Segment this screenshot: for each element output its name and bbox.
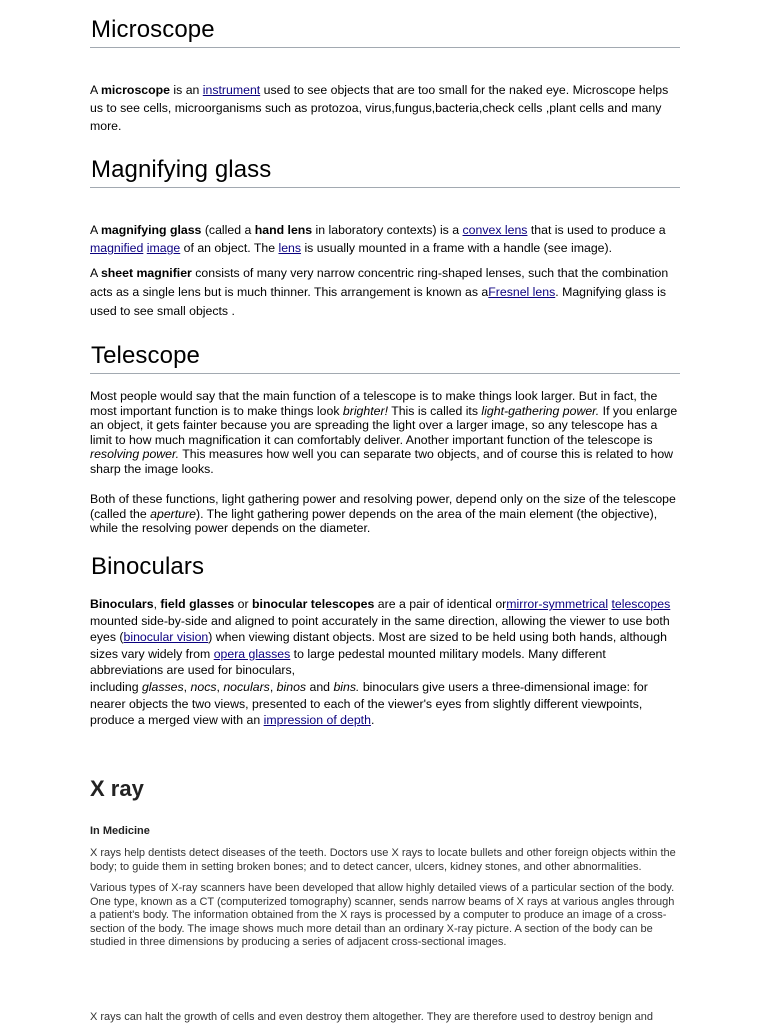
- bold-term: sheet magnifier: [100, 266, 192, 280]
- link-binocular-vision[interactable]: binocular vision: [123, 630, 209, 645]
- italic-term: light-gathering power.: [481, 403, 600, 418]
- paragraph-magnifying-1: [90, 221, 680, 257]
- text: mounted side-by-side and aligned to point accurately in the same direction, allowing the viewer to use both eyes (: [90, 613, 670, 645]
- paragraph-binoculars-1: [90, 596, 680, 679]
- text: ,: [183, 679, 191, 694]
- link-impression-of-depth[interactable]: impression of depth: [263, 713, 371, 728]
- text: that is used to produce a: [527, 223, 666, 237]
- paragraph-microscope: [90, 81, 680, 135]
- heading-binoculars: Binoculars: [91, 553, 205, 580]
- bold-term: binocular telescopes: [252, 597, 375, 611]
- text: If you enlarge an object, it gets fainter because you are spreading the light over a larger image, so any telescope has a limit to how much magnification it can comfortably deliver. Another important function of the telescope is: [90, 403, 678, 447]
- text: ,: [269, 679, 277, 694]
- text: used to see objects that are too small for the naked eye. Microscope helps us to see cells, microorganisms such as protozoa, virus,fungus,bacteria,check cells ,plant cells and many more.: [90, 83, 669, 133]
- link-instrument[interactable]: instrument: [202, 83, 261, 97]
- italic-term: nocs: [190, 679, 217, 694]
- italic-term: noculars: [223, 679, 270, 694]
- text: are a pair of identical or: [374, 597, 507, 611]
- text: or: [234, 597, 253, 611]
- text: A: [90, 266, 101, 280]
- subheading-in-medicine: In Medicine: [90, 825, 150, 837]
- paragraph-telescope-1: [90, 389, 680, 476]
- link-convex-lens[interactable]: convex lens: [462, 223, 528, 237]
- section-binoculars: [90, 553, 680, 729]
- link-telescopes[interactable]: telescopes: [611, 597, 671, 611]
- heading-telescope: Telescope: [90, 342, 680, 374]
- link-image[interactable]: image: [146, 241, 181, 255]
- text: is an: [169, 83, 203, 97]
- text: This is called its: [388, 403, 482, 418]
- text: (called a: [201, 223, 255, 237]
- bold-term: microscope: [100, 83, 170, 97]
- paragraph-x-ray-1: X rays help dentists detect diseases of the teeth. Doctors use X rays to locate bullets and other foreign objects within the body; to guide them in setting broken bones; and to detect cancer, ulcers, kidney stones, and other abnormalities.: [90, 847, 676, 873]
- section-microscope: [90, 16, 680, 135]
- link-magnified[interactable]: magnified: [90, 241, 144, 255]
- bold-term: hand lens: [254, 223, 313, 237]
- text: ). The light gathering power depends on the area of the main element (the objective), while the resolving power depends on the diameter.: [90, 506, 658, 535]
- text: A: [90, 223, 101, 237]
- paragraph-telescope-2: [90, 492, 680, 536]
- paragraph-x-ray-2: Various types of X-ray scanners have been developed that allow highly detailed views of a particular section of the body. One type, known as a CT (computerized tomography) scanner, sends narrow beams of X rays at various angles through a patient's body. The information obtained from the X rays is processed by a computer to produce an image of a cross-section of the body. The image shows much more detail than an ordinary X-ray picture. A section of the body can be studied in three dimensions by producing a series of adjacent cross-sectional images.: [90, 882, 675, 948]
- text: consists of many very narrow concentric ring-shaped lenses, such that the combination acts as a single lens but is much thinner. This arrangement is known as a: [90, 266, 669, 299]
- text: Most people would say that the main function of a telescope is to make things look larger. But in fact, the most important function is to make things look: [90, 389, 658, 418]
- bold-term: field glasses: [160, 597, 235, 611]
- text: A: [90, 83, 101, 97]
- bold-term: magnifying glass: [100, 223, 202, 237]
- heading-magnifying-glass: Magnifying glass: [90, 156, 680, 188]
- italic-term: glasses: [141, 679, 184, 694]
- text: ,: [216, 679, 224, 694]
- paragraph-magnifying-2: [90, 264, 680, 321]
- text: .: [370, 713, 375, 728]
- text: ) when viewing distant objects. Most are sized to be held using both hands, although sizes vary widely from: [90, 630, 667, 661]
- text: is usually mounted in a frame with a handle (see image).: [301, 241, 613, 255]
- italic-term: resolving power.: [90, 447, 180, 461]
- heading-x-ray: X ray: [90, 776, 144, 801]
- text: in laboratory contexts) is a: [312, 223, 463, 237]
- italic-term: binos: [276, 679, 307, 694]
- text: Both of these functions, light gathering power and resolving power, depend only on the size of the telescope (called the: [90, 492, 676, 521]
- italic-term: bins.: [333, 679, 360, 694]
- text: binoculars give users a three-dimensional image: for nearer objects the two views, presented to each of the viewer's eyes from slightly different viewpoints, produce a merged view with an: [90, 679, 648, 728]
- text: . Magnifying glass is used to see small objects .: [90, 285, 666, 318]
- italic-term: aperture: [150, 506, 196, 521]
- section-x-ray-continued: [90, 1011, 680, 1025]
- text: of an object. The: [180, 241, 279, 255]
- link-lens[interactable]: lens: [278, 241, 302, 255]
- link-fresnel-lens[interactable]: Fresnel lens: [488, 285, 556, 299]
- text: This measures how well you can separate two objects, and of course this is related to how sharp the image looks.: [90, 447, 674, 476]
- paragraph-binoculars-2: [90, 679, 680, 729]
- text: including: [90, 679, 142, 694]
- section-magnifying-glass: [90, 156, 680, 321]
- section-x-ray: [90, 776, 680, 950]
- section-telescope: [90, 342, 680, 536]
- text: ,: [153, 597, 161, 611]
- paragraph-x-ray-3: X rays can halt the growth of cells and even destroy them altogether. They are therefore used to destroy benign and: [90, 1011, 653, 1023]
- italic-term: brighter!: [342, 403, 389, 418]
- heading-microscope: Microscope: [90, 16, 680, 48]
- text: to large pedestal mounted military models. Many different abbreviations are used for binoculars,: [90, 646, 606, 678]
- link-mirror-symmetrical[interactable]: mirror-symmetrical: [506, 597, 609, 611]
- bold-term: Binoculars: [90, 597, 154, 611]
- link-opera-glasses[interactable]: opera glasses: [213, 646, 291, 661]
- text: and: [306, 679, 334, 694]
